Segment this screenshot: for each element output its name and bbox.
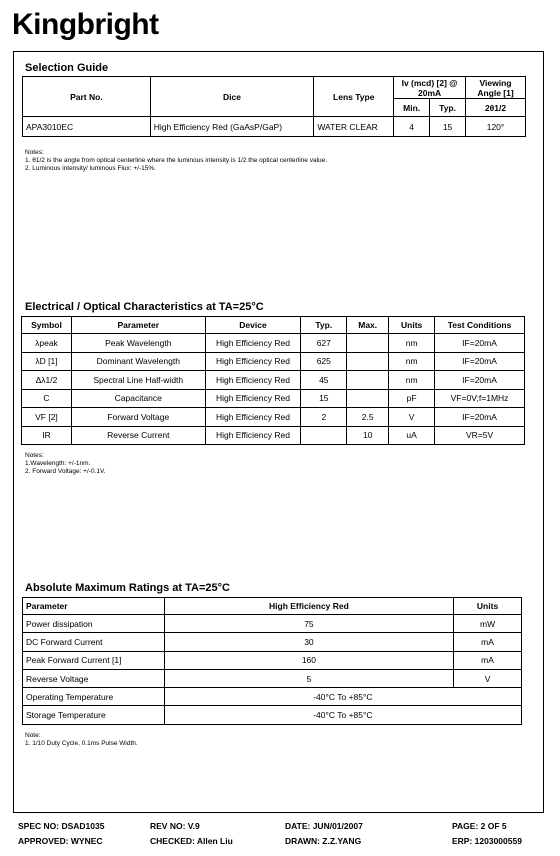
typ-cell: 2 [301, 408, 347, 427]
table-row [23, 615, 522, 633]
min-cell: 4 [394, 117, 430, 137]
value-cell: -40°C To +85°C [164, 688, 521, 706]
value-cell: 5 [164, 669, 453, 687]
parameter-cell: DC Forward Current [23, 633, 165, 651]
col-max: Max. [347, 317, 389, 334]
note-line: 2. Luminous intensity/ luminous Flux: +/-15%. [25, 165, 156, 172]
symbol-cell: VF [2] [22, 408, 72, 427]
device-cell: High Efficiency Red [205, 389, 301, 408]
units-cell: mA [454, 651, 522, 669]
units-cell: pF [389, 389, 435, 408]
units-cell: nm [389, 334, 435, 353]
max-cell [347, 334, 389, 353]
col-iv: Iv (mcd) [2] @ 20mA [394, 77, 466, 99]
selection-guide-table [22, 76, 526, 137]
symbol-cell: IR [22, 426, 72, 445]
condition-cell: VR=5V [435, 426, 525, 445]
checked-by: CHECKED: Allen Liu [150, 836, 233, 846]
table-row [23, 669, 522, 687]
col-theta: 2θ1/2 [466, 99, 526, 117]
note-line: 1.Wavelength: +/-1nm. [25, 460, 91, 467]
absolute-title: Absolute Maximum Ratings at TA=25°C [25, 582, 230, 594]
parameter-cell: Spectral Line Half-width [71, 371, 205, 390]
condition-cell: IF=20mA [435, 371, 525, 390]
units-cell: uA [389, 426, 435, 445]
brand-logo: Kingbright [12, 8, 159, 41]
col-viewing-angle: Viewing Angle [1] [466, 77, 526, 99]
selection-notes [25, 149, 327, 173]
units-cell: nm [389, 371, 435, 390]
table-row [22, 426, 525, 445]
device-cell: High Efficiency Red [205, 334, 301, 353]
absolute-notes [25, 732, 138, 748]
value-cell: 75 [164, 615, 453, 633]
condition-cell: IF=20mA [435, 334, 525, 353]
typ-cell: 625 [301, 352, 347, 371]
table-row [22, 389, 525, 408]
col-typ: Typ. [430, 99, 466, 117]
device-cell: High Efficiency Red [205, 426, 301, 445]
parameter-cell: Storage Temperature [23, 706, 165, 724]
approved-by: APPROVED: WYNEC [18, 836, 103, 846]
max-cell [347, 352, 389, 371]
table-row [23, 633, 522, 651]
condition-cell: IF=20mA [435, 352, 525, 371]
date: DATE: JUN/01/2007 [285, 821, 363, 831]
note-line: 1. θ1/2 is the angle from optical centerline where the luminous intensity is 1/2 the optical centerline value. [25, 157, 328, 164]
table-row [22, 371, 525, 390]
col-min: Min. [394, 99, 430, 117]
max-cell: 2.5 [347, 408, 389, 427]
symbol-cell: λpeak [22, 334, 72, 353]
max-cell [347, 371, 389, 390]
dice-cell: High Efficiency Red (GaAsP/GaP) [150, 117, 314, 137]
typ-cell: 15 [301, 389, 347, 408]
absolute-table [22, 597, 522, 725]
drawn-by: DRAWN: Z.Z.YANG [285, 836, 362, 846]
table-row [22, 352, 525, 371]
parameter-cell: Dominant Wavelength [71, 352, 205, 371]
value-cell: 160 [164, 651, 453, 669]
col-parameter: Parameter [23, 598, 165, 615]
parameter-cell: Reverse Voltage [23, 669, 165, 687]
symbol-cell: Δλ1/2 [22, 371, 72, 390]
selection-guide-title: Selection Guide [25, 62, 109, 74]
condition-cell: IF=20mA [435, 408, 525, 427]
page-number: PAGE: 2 OF 5 [452, 821, 507, 831]
erp-number: ERP: 1203000559 [452, 836, 522, 846]
symbol-cell: λD [1] [22, 352, 72, 371]
note-line: Notes: [25, 149, 44, 156]
units-cell: mW [454, 615, 522, 633]
electrical-notes [25, 452, 106, 476]
col-units: Units [454, 598, 522, 615]
parameter-cell: Peak Forward Current [1] [23, 651, 165, 669]
units-cell: V [389, 408, 435, 427]
col-high-efficiency-red: High Efficiency Red [164, 598, 453, 615]
units-cell: V [454, 669, 522, 687]
units-cell: nm [389, 352, 435, 371]
max-cell: 10 [347, 426, 389, 445]
units-cell: mA [454, 633, 522, 651]
value-cell: -40°C To +85°C [164, 706, 521, 724]
device-cell: High Efficiency Red [205, 352, 301, 371]
parameter-cell: Operating Temperature [23, 688, 165, 706]
parameter-cell: Forward Voltage [71, 408, 205, 427]
col-units: Units [389, 317, 435, 334]
typ-cell: 15 [430, 117, 466, 137]
col-device: Device [205, 317, 301, 334]
max-cell [347, 389, 389, 408]
spec-no: SPEC NO: DSAD1035 [18, 821, 105, 831]
typ-cell: 627 [301, 334, 347, 353]
lens-cell: WATER CLEAR [314, 117, 394, 137]
col-parameter: Parameter [71, 317, 205, 334]
parameter-cell: Power dissipation [23, 615, 165, 633]
typ-cell [301, 426, 347, 445]
col-lens-type: Lens Type [314, 77, 394, 117]
table-row [23, 117, 526, 137]
col-typ: Typ. [301, 317, 347, 334]
col-symbol: Symbol [22, 317, 72, 334]
value-cell: 30 [164, 633, 453, 651]
table-row [22, 408, 525, 427]
parameter-cell: Peak Wavelength [71, 334, 205, 353]
part-no-cell: APA3010EC [23, 117, 151, 137]
table-row [23, 706, 522, 724]
note-line: 2. Forward Voltage: +/-0.1V. [25, 468, 106, 475]
parameter-cell: Capacitance [71, 389, 205, 408]
table-row [23, 651, 522, 669]
condition-cell: VF=0V;f=1MHz [435, 389, 525, 408]
parameter-cell: Reverse Current [71, 426, 205, 445]
note-line: 1. 1/10 Duty Cycle, 0.1ms Pulse Width. [25, 740, 138, 747]
col-test-conditions: Test Conditions [435, 317, 525, 334]
electrical-table [21, 316, 525, 445]
angle-cell: 120° [466, 117, 526, 137]
device-cell: High Efficiency Red [205, 371, 301, 390]
device-cell: High Efficiency Red [205, 408, 301, 427]
symbol-cell: C [22, 389, 72, 408]
col-part-no: Part No. [23, 77, 151, 117]
table-row [23, 688, 522, 706]
rev-no: REV NO: V.9 [150, 821, 200, 831]
typ-cell: 45 [301, 371, 347, 390]
note-line: Notes: [25, 452, 44, 459]
col-dice: Dice [150, 77, 314, 117]
electrical-title: Electrical / Optical Characteristics at TA=25°C [25, 301, 264, 313]
table-row [22, 334, 525, 353]
note-line: Note: [25, 732, 41, 739]
